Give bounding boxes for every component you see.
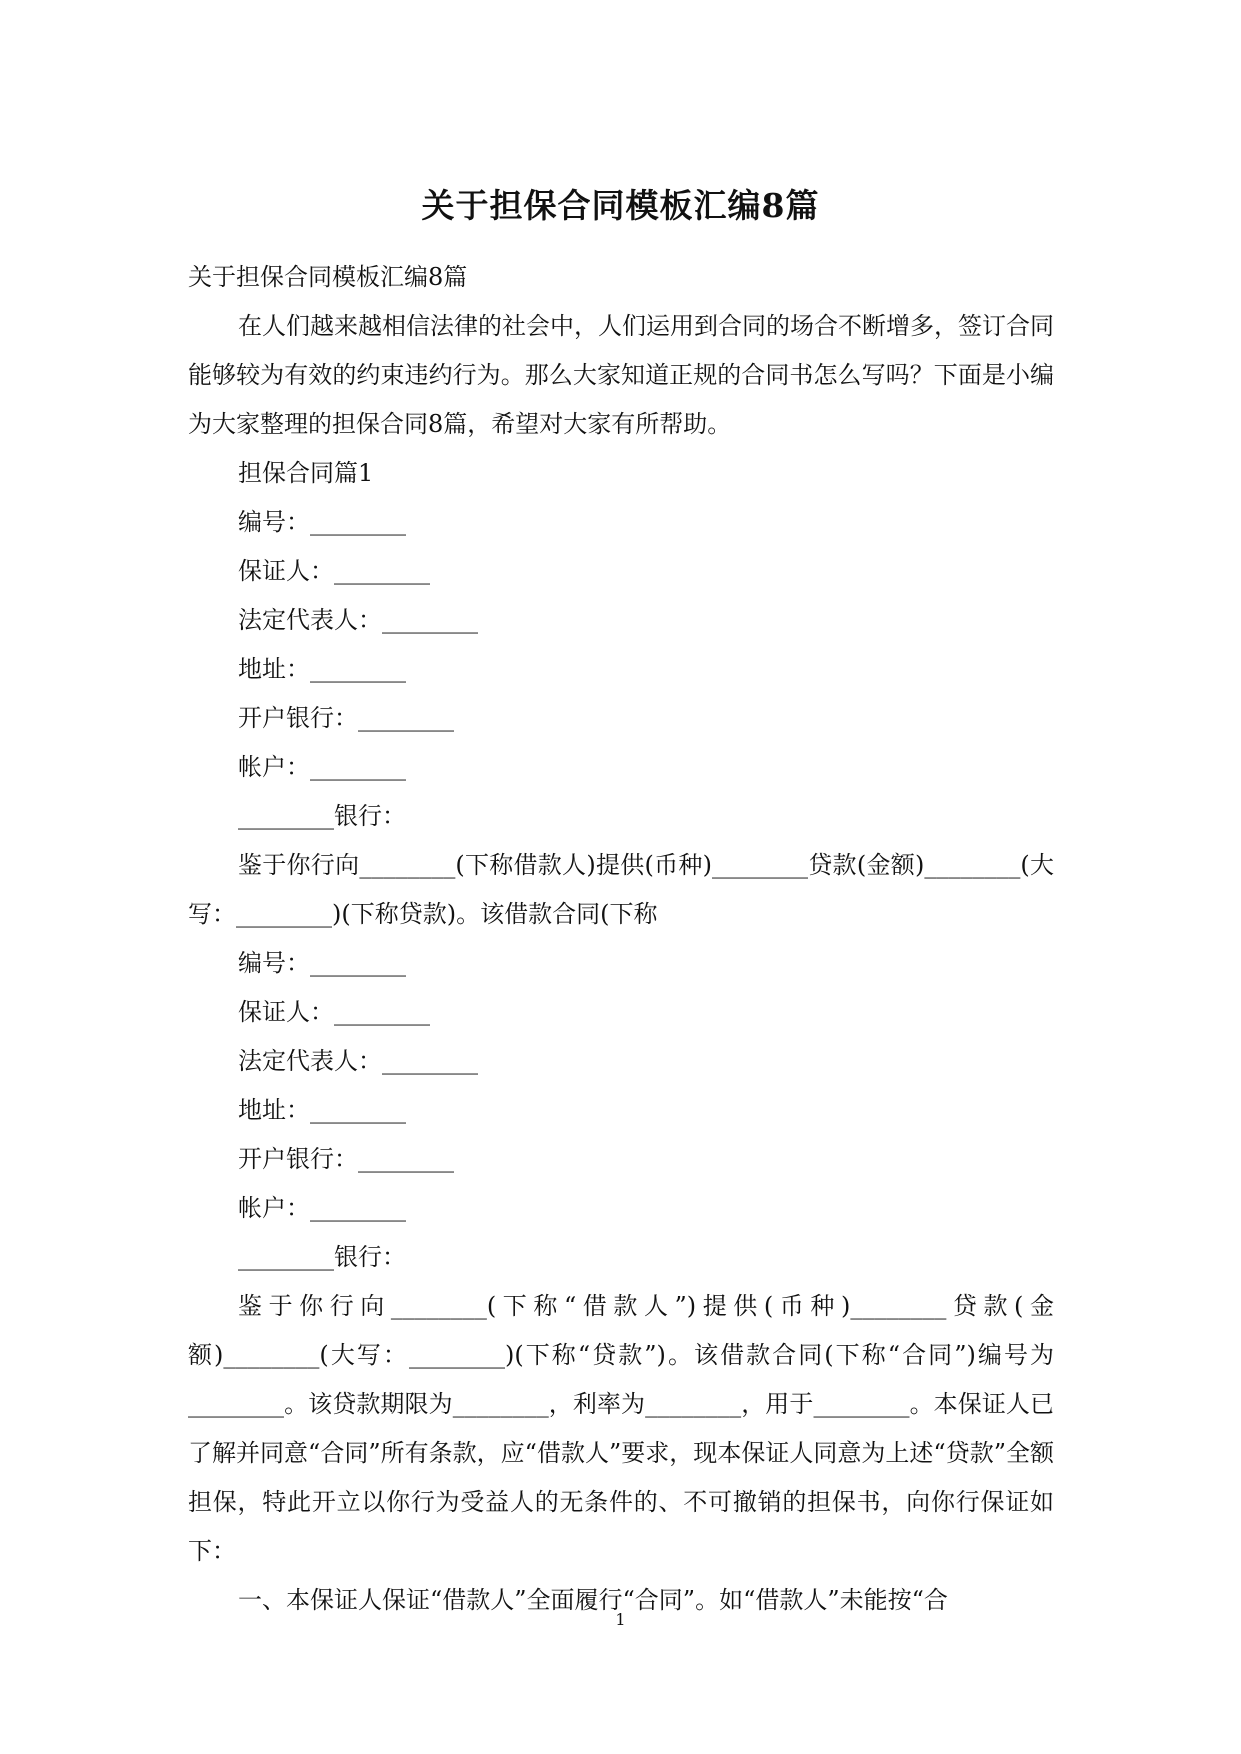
field-account: 帐户：________: [238, 753, 406, 781]
document-body: [188, 253, 1054, 1625]
field-guarantor: 保证人：________: [238, 557, 430, 585]
page-number: 1: [615, 1610, 626, 1629]
contract-paragraph-2: 鉴于你行向________(下称“借款人”)提供(币种)________贷款(金额)________(大写：________)(下称“贷款”)。该借款合同(下称“合同”)编号为________。该贷款期限为________，利率为________，用于________。本保证人已了解并同意“合同”所有条款，应“借款人”要求，现本保证人同意为上述“贷款”全额担保，特此开立以你行为受益人的无条件的、不可撤销的担保书，向你行保证如下：: [188, 1292, 1054, 1565]
field-addressee-bank: ________银行：: [238, 802, 406, 830]
field-number: 编号：________: [238, 508, 406, 536]
contract-paragraph-3: 一、本保证人保证“借款人”全面履行“合同”。如“借款人”未能按“合: [238, 1586, 948, 1614]
document-subtitle: 关于担保合同模板汇编8篇: [188, 263, 468, 291]
field-address: 地址：________: [238, 1096, 406, 1124]
field-number: 编号：________: [238, 949, 406, 977]
field-legal-representative: 法定代表人：________: [238, 1047, 478, 1075]
field-bank: 开户银行：________: [238, 704, 454, 732]
field-account: 帐户：________: [238, 1194, 406, 1222]
field-address: 地址：________: [238, 655, 406, 683]
intro-paragraph: 在人们越来越相信法律的社会中，人们运用到合同的场合不断增多，签订合同能够较为有效的约束违约行为。那么大家知道正规的合同书怎么写吗？下面是小编为大家整理的担保合同8篇，希望对大家有所帮助。: [188, 312, 1054, 438]
document-title: 关于担保合同模板汇编8篇: [421, 186, 820, 225]
field-bank: 开户银行：________: [238, 1145, 454, 1173]
field-guarantor: 保证人：________: [238, 998, 430, 1026]
field-addressee-bank: ________银行：: [238, 1243, 406, 1271]
contract-paragraph-1: 鉴于你行向________(下称借款人)提供(币种)________贷款(金额)________(大写：________)(下称贷款)。该借款合同(下称: [188, 851, 1054, 928]
section-heading: 担保合同篇1: [238, 459, 374, 487]
field-legal-representative: 法定代表人：________: [238, 606, 478, 634]
